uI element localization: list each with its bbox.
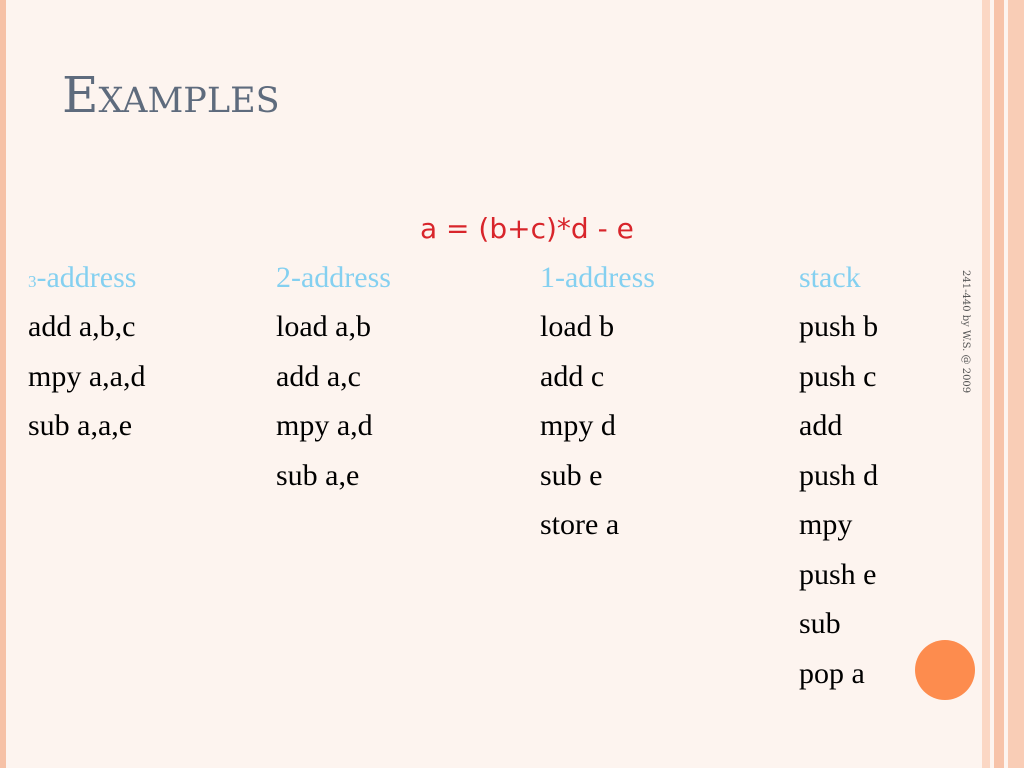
column-header: stack — [799, 261, 861, 294]
instruction-row: add — [799, 409, 843, 442]
right-stripe — [1008, 0, 1024, 768]
instruction-row: store a — [540, 508, 620, 541]
instruction-row: sub e — [540, 458, 603, 492]
instruction-row: add c — [540, 359, 605, 393]
instruction-row: load b — [540, 310, 615, 343]
instruction-row: add a,b,c — [28, 310, 136, 343]
instruction-row: load a,b — [276, 310, 371, 343]
column-header: 2-address — [276, 261, 391, 294]
instruction-row: sub — [799, 607, 841, 640]
instruction-row: push d — [799, 458, 879, 492]
column-2-address — [276, 258, 391, 505]
left-border — [0, 0, 6, 768]
slide-footer: 241-440 by W.S. @ 2009 — [960, 270, 971, 394]
instruction-row: mpy d — [540, 409, 616, 442]
instruction-row: pop a — [799, 656, 865, 690]
header-prefix: 3 — [28, 272, 37, 291]
expression: a = (b+c)*d - e — [420, 212, 634, 245]
slide-title: Examples — [62, 66, 280, 124]
header-rest: -address — [36, 261, 137, 294]
column-header: 1-address — [540, 261, 655, 294]
instruction-row: sub a,a,e — [28, 409, 133, 442]
column-1-address — [540, 258, 655, 555]
instruction-row: sub a,e — [276, 458, 360, 492]
instruction-row: push b — [799, 310, 879, 343]
instruction-row: mpy a,d — [276, 409, 373, 442]
column-header — [28, 258, 145, 307]
instruction-row: add a,c — [276, 359, 361, 393]
right-stripe — [994, 0, 1004, 768]
decorative-circle — [915, 640, 975, 700]
instruction-row: mpy a,a,d — [28, 359, 146, 393]
instruction-row: push c — [799, 359, 877, 393]
instruction-row: push e — [799, 557, 877, 591]
column-3-address — [28, 258, 145, 456]
right-stripe — [982, 0, 990, 768]
column-stack — [799, 258, 878, 703]
instruction-row: mpy — [799, 508, 853, 541]
